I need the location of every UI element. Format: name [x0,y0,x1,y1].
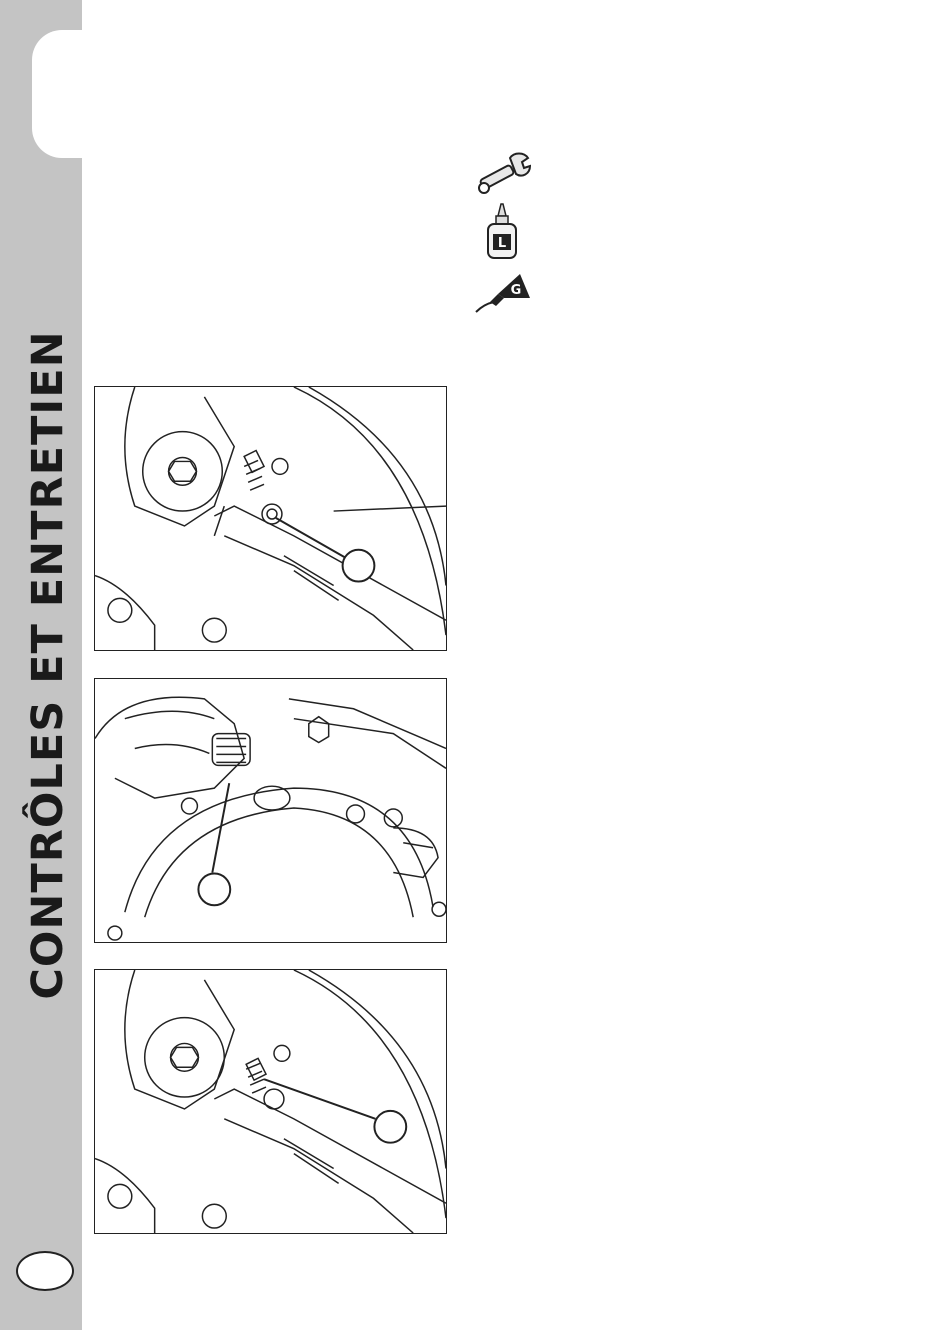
threadlocker-bottle-icon [482,202,522,260]
torque-wrench-icon [474,150,532,198]
brake-pedal-nut-figure [94,386,447,651]
brake-pedal-spring-figure [94,969,447,1234]
page-number-badge [16,1251,74,1291]
grease-letter: G [510,283,522,298]
threadlocker-letter: L [497,236,507,251]
grease-gun-icon [474,268,532,316]
thumb-tab-notch [32,30,82,158]
clutch-cover-plug-figure [94,678,447,943]
section-title: CONTRÔLES ET ENTRETIEN [23,330,73,1000]
sidebar-strip [0,0,82,1330]
